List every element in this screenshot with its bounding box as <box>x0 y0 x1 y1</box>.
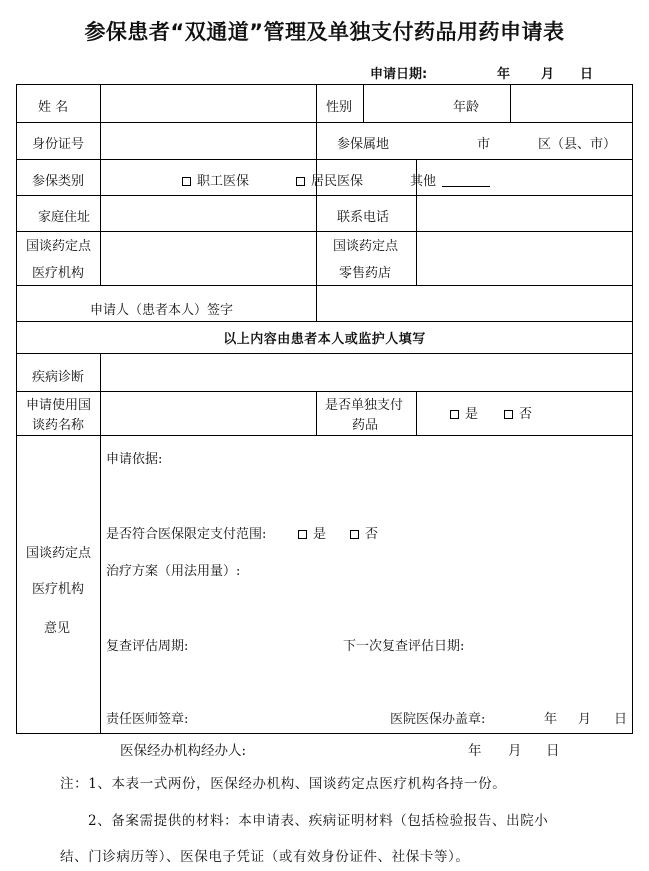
insurance-type-label: 参保类别 <box>32 174 85 189</box>
agency-month-label: 月 <box>508 743 522 759</box>
agency-day-label: 日 <box>546 743 560 759</box>
scope-yes-option[interactable]: 是 <box>298 527 326 543</box>
scope-no-option[interactable]: 否 <box>350 527 378 543</box>
opinion-year-label: 年 <box>544 712 558 727</box>
age-label: 年龄 <box>453 100 480 115</box>
resident-insurance-checkbox[interactable] <box>296 177 305 186</box>
doctor-signature-label: 责任医师签章: <box>106 712 189 727</box>
opinion-day-label: 日 <box>614 712 628 727</box>
application-date-label: 申请日期: <box>370 67 428 82</box>
id-number-label: 身份证号 <box>32 137 85 152</box>
district-label: 区（县、市） <box>538 137 617 152</box>
note-line-3: 结、门诊病历等）、医保电子凭证（或有效身份证件、社保卡等）。 <box>60 849 470 865</box>
opinion-label-line1: 国谈药定点 <box>26 546 92 561</box>
date-year-label: 年 <box>497 67 511 82</box>
phone-label: 联系电话 <box>337 210 390 225</box>
name-label: 姓 名 <box>38 100 69 115</box>
diagnosis-label: 疾病诊断 <box>32 370 85 385</box>
next-review-date-label: 下一次复查评估日期: <box>343 639 465 654</box>
page-title: 参保患者“双通道”管理及单独支付药品用药申请表 <box>84 20 565 44</box>
separate-pay-yes-checkbox[interactable] <box>450 410 459 419</box>
gender-label: 性别 <box>326 100 353 115</box>
treatment-plan-label: 治疗方案（用法用量）: <box>106 564 241 579</box>
separate-pay-label-line2: 药品 <box>352 418 379 433</box>
agency-handler-label: 医保经办机构经办人: <box>120 743 247 759</box>
pharmacy-label-line1: 国谈药定点 <box>333 239 399 254</box>
review-period-label: 复查评估周期: <box>106 639 189 654</box>
application-date-row <box>0 63 649 81</box>
pharmacy-label-line2: 零售药店 <box>339 266 392 281</box>
date-month-label: 月 <box>541 67 555 82</box>
application-basis-label: 申请依据: <box>106 452 163 467</box>
drug-name-label-line2: 谈药名称 <box>32 418 85 433</box>
payment-scope-label: 是否符合医保限定支付范围: <box>106 527 267 542</box>
hospital-label-line2: 医疗机构 <box>32 266 85 281</box>
resident-insurance-option[interactable]: 居民医保 <box>296 174 363 190</box>
scope-yes-checkbox[interactable] <box>298 530 307 539</box>
employee-insurance-option[interactable]: 职工医保 <box>182 174 249 190</box>
separate-pay-yes-option[interactable]: 是 <box>450 407 478 423</box>
date-day-label: 日 <box>580 67 594 82</box>
drug-name-label-line1: 申请使用国 <box>26 398 92 413</box>
separate-pay-no-checkbox[interactable] <box>504 410 513 419</box>
scope-no-checkbox[interactable] <box>350 530 359 539</box>
patient-fill-note: 以上内容由患者本人或监护人填写 <box>223 332 426 347</box>
opinion-month-label: 月 <box>578 712 592 727</box>
opinion-label-line2: 医疗机构 <box>32 582 85 597</box>
separate-pay-no-option[interactable]: 否 <box>504 407 532 423</box>
note-line-1: 注：1、本表一式两份，医保经办机构、国谈药定点医疗机构各持一份。 <box>60 776 507 792</box>
hospital-label-line1: 国谈药定点 <box>26 239 92 254</box>
note-line-2: 2、备案需提供的材料：本申请表、疾病证明材料（包括检验报告、出院小 <box>88 813 549 829</box>
city-label: 市 <box>477 137 491 152</box>
other-insurance-option[interactable]: 其他 <box>410 174 490 190</box>
separate-pay-label-line1: 是否单独支付 <box>325 398 404 413</box>
applicant-signature-label: 申请人（患者本人）签字 <box>90 303 234 318</box>
insurance-office-seal-label: 医院医保办盖章: <box>390 712 486 727</box>
home-address-label: 家庭住址 <box>38 210 91 225</box>
opinion-label-line3: 意见 <box>44 621 71 636</box>
agency-year-label: 年 <box>468 743 482 759</box>
insured-place-label: 参保属地 <box>337 137 390 152</box>
application-form-table <box>16 84 633 734</box>
other-insurance-blank[interactable] <box>442 174 490 187</box>
employee-insurance-checkbox[interactable] <box>182 177 191 186</box>
